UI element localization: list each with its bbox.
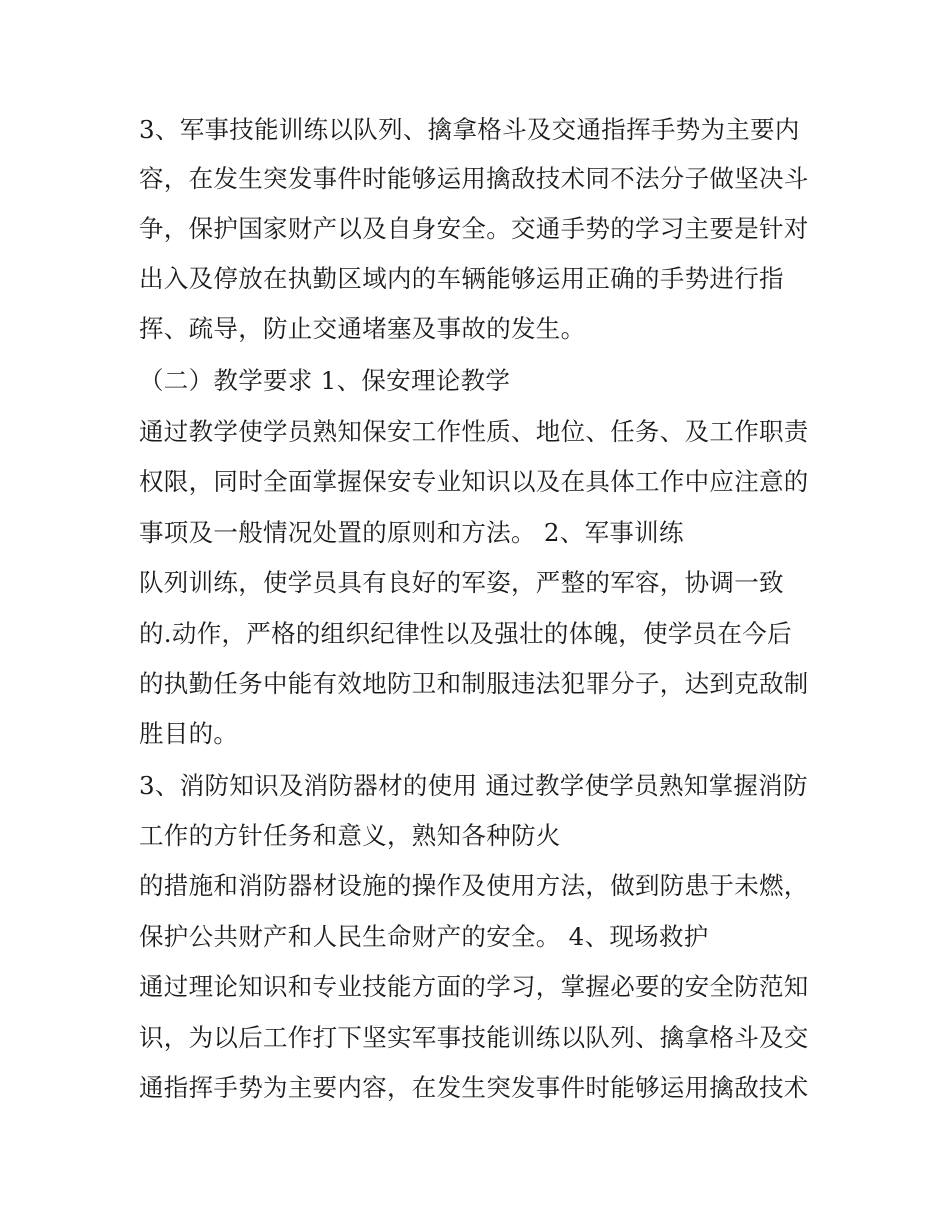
text-line: 容，在发生突发事件时能够运用擒敌技术同不法分子做坚决斗: [139, 164, 809, 193]
text-line: 的.动作，严格的组织纪律性以及强壮的体魄，使学员在今后: [139, 619, 792, 648]
text-line: 3、消防知识及消防器材的使用 通过教学使学员熟知掌握消防: [139, 771, 808, 800]
text-line: 3、军事技能训练以队列、擒拿格斗及交通指挥手势为主要内: [139, 115, 800, 144]
text-line: 权限，同时全面掌握保安专业知识以及在具体工作中应注意的: [139, 467, 809, 496]
text-line: 通过教学使学员熟知保安工作性质、地位、任务、及工作职责: [139, 417, 809, 446]
section-heading: （二）教学要求 1、保安理论教学: [139, 366, 511, 395]
text-line: 挥、疏导，防止交通堵塞及事故的发生。: [139, 314, 586, 343]
text-line: 的执勤任务中能有效地防卫和制服违法犯罪分子，达到克敌制: [139, 669, 809, 698]
text-line: 保护公共财产和人民生命财产的安全。 4、现场救护: [139, 922, 709, 951]
text-line: 胜目的。: [139, 719, 239, 748]
text-line: 的措施和消防器材设施的操作及使用方法，做到防患于未燃，: [139, 871, 809, 900]
text-line: 出入及停放在执勤区域内的车辆能够运用正确的手势进行指: [139, 264, 784, 293]
text-line: 通过理论知识和专业技能方面的学习，掌握必要的安全防范知: [139, 972, 809, 1001]
text-line: 通指挥手势为主要内容，在发生突发事件时能够运用擒敌技术: [139, 1073, 809, 1102]
text-line: 识，为以后工作打下坚实军事技能训练以队列、擒拿格斗及交: [139, 1023, 809, 1052]
text-line: 事项及一般情况处置的原则和方法。 2、军事训练: [139, 518, 684, 547]
text-line: 工作的方针任务和意义，熟知各种防火: [139, 821, 561, 850]
text-line: 队列训练，使学员具有良好的军姿，严整的军容，协调一致: [139, 568, 784, 597]
text-line: 争，保护国家财产以及自身安全。交通手势的学习主要是针对: [139, 214, 809, 243]
